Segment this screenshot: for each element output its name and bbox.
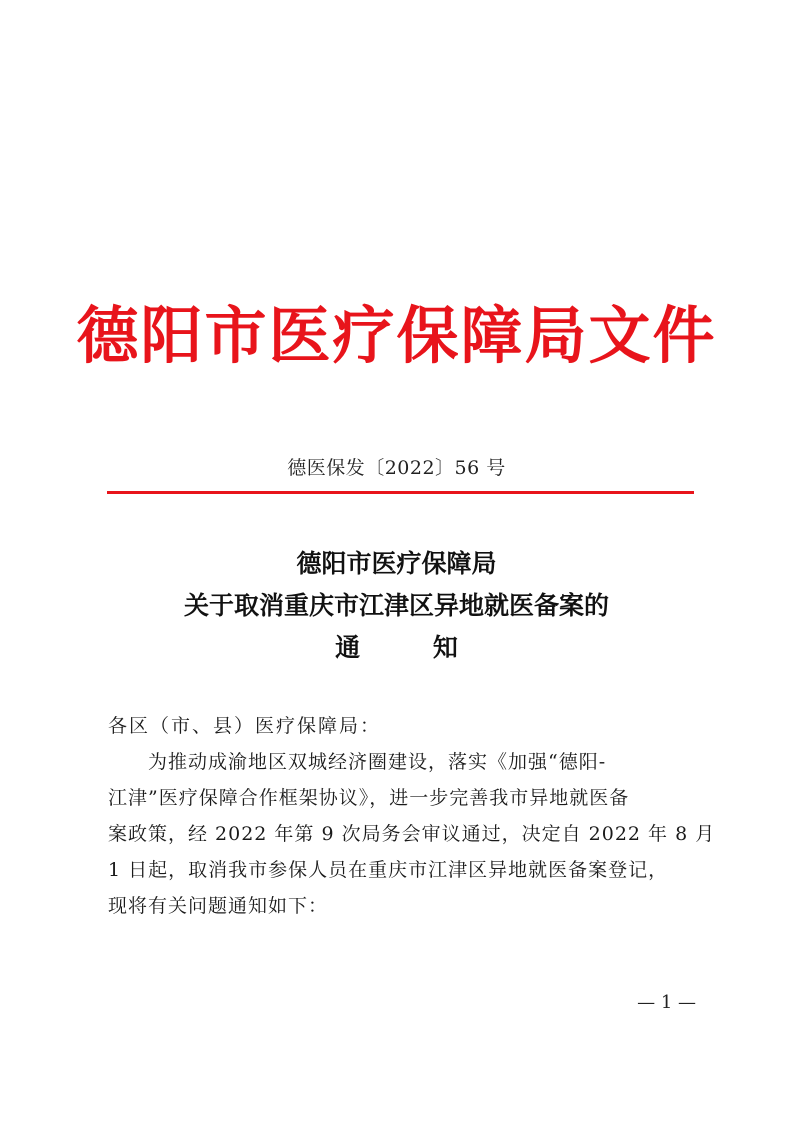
salutation: 各区（市、县）医疗保障局： (108, 715, 382, 737)
paragraph-line: 为推动成渝地区双城经济圈建设，落实《加强“德阳- (148, 751, 607, 773)
paragraph-line: 江津”医疗保障合作框架协议》，进一步完善我市异地就医备 (108, 787, 630, 809)
title-line-2: 关于取消重庆市江津区异地就医备案的 (183, 591, 609, 620)
title-line-3: 通 知 (335, 633, 490, 662)
page-number: — 1 — (637, 992, 696, 1013)
notice-title (0, 543, 793, 669)
document-body (108, 708, 716, 924)
document-number: 德医保发〔2022〕56 号 (287, 457, 506, 479)
paragraph-line: 1 日起，取消我市参保人员在重庆市江津区异地就医备案登记， (108, 859, 669, 881)
title-line-1: 德阳市医疗保障局 (296, 549, 497, 578)
paragraph-line: 现将有关问题通知如下： (108, 895, 329, 917)
masthead-title: 德阳市医疗保障局文件 (76, 299, 717, 372)
paragraph-line: 案政策，经 2022 年第 9 次局务会审议通过，决定自 2022 年 8 月 (108, 823, 716, 845)
body-paragraph (108, 744, 716, 924)
red-separator-line (107, 491, 694, 494)
